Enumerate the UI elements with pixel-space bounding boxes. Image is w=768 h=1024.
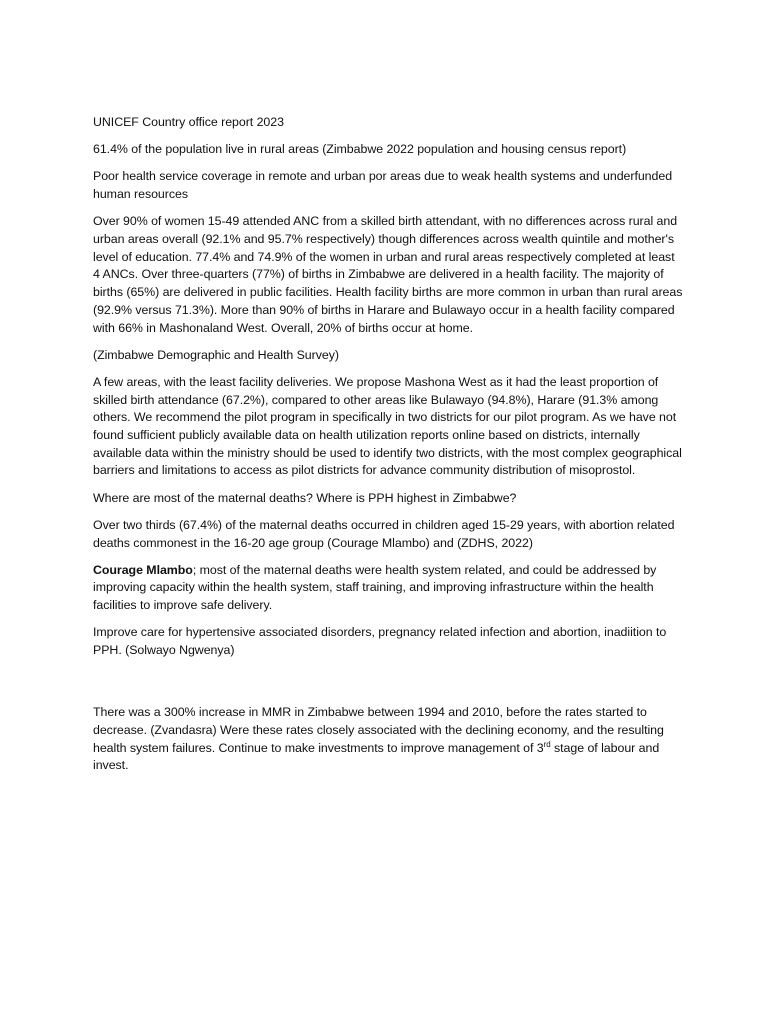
paragraph-pilot-areas: A few areas, with the least facility deliveries. We propose Mashona West as it had the least proportion of skilled birth attendance (67.2%), compared to other areas like Bulawayo (94.8%), Harare (91.3% among others. We recommend the pilot program in specifically in two districts for our pilot program. As we have not found sufficient publicly available data on health utilization reports online based on districts, internally available data within the ministry should be used to identify two districts, with the most complex geographical barriers and limitations to access as pilot districts for advance community distribution of misoprostol. [93,374,682,478]
paragraph-rural-population: 61.4% of the population live in rural areas (Zimbabwe 2022 population and housing census report) [93,142,627,157]
author-name-bold: Courage Mlambo [93,562,193,577]
paragraph-anc-statistics: Over 90% of women 15-49 attended ANC from a skilled birth attendant, with no differences across rural and urban areas overall (92.1% and 95.7% respectively) though differences across wealth quintile and mother's level of education. 77.4% and 74.9% of the women in urban and rural areas respectively completed at least 4 ANCs. Over three-quarters (77%) of births in Zimbabwe are delivered in a health facility. The majority of births (65%) are delivered in public facilities. Health facility births are more common in urban than rural areas (92.9% versus 71.3%). More than 90% of births in Harare and Bulawayo occur in a health facility compared with 66% in Mashonaland West. Overall, 20% of births occur at home. [93,214,683,335]
paragraph-mmr-tail: stage of labour and invest. [93,740,660,773]
paragraph-courage-text: ; most of the maternal deaths were health system related, and could be addressed by improving capacity within the health system, staff training, and improving infrastructure within the health facilities to improve safe delivery. [93,562,657,613]
paragraph-mmr-increase [93,704,683,775]
paragraph-improve-care: Improve care for hypertensive associated disorders, pregnancy related infection and abortion, inadiition to PPH. (Solwayo Ngwenya) [93,625,667,658]
document-body [93,114,683,785]
paragraph-zdhs-source: (Zimbabwe Demographic and Health Survey) [93,347,339,362]
paragraph-courage-mlambo [93,562,683,615]
blank-space [93,669,683,704]
document-title: UNICEF Country office report 2023 [93,115,284,129]
paragraph-two-thirds: Over two thirds (67.4%) of the maternal deaths occurred in children aged 15-29 years, with abortion related deaths commonest in the 16-20 age group (Courage Mlambo) and (ZDHS, 2022) [93,517,675,550]
paragraph-mmr-text: There was a 300% increase in MMR in Zimbabwe between 1994 and 2010, before the rates started to decrease. (Zvandasra) Were these rates closely associated with the declining economy, and the resulting health system failures. Continue to make investments to improve management of 3 [93,705,664,755]
ordinal-superscript: rd [543,739,551,749]
paragraph-maternal-deaths-question: Where are most of the maternal deaths? Where is PPH highest in Zimbabwe? [93,490,517,505]
paragraph-poor-coverage: Poor health service coverage in remote and urban por areas due to weak health systems and underfunded human resources [93,169,673,202]
